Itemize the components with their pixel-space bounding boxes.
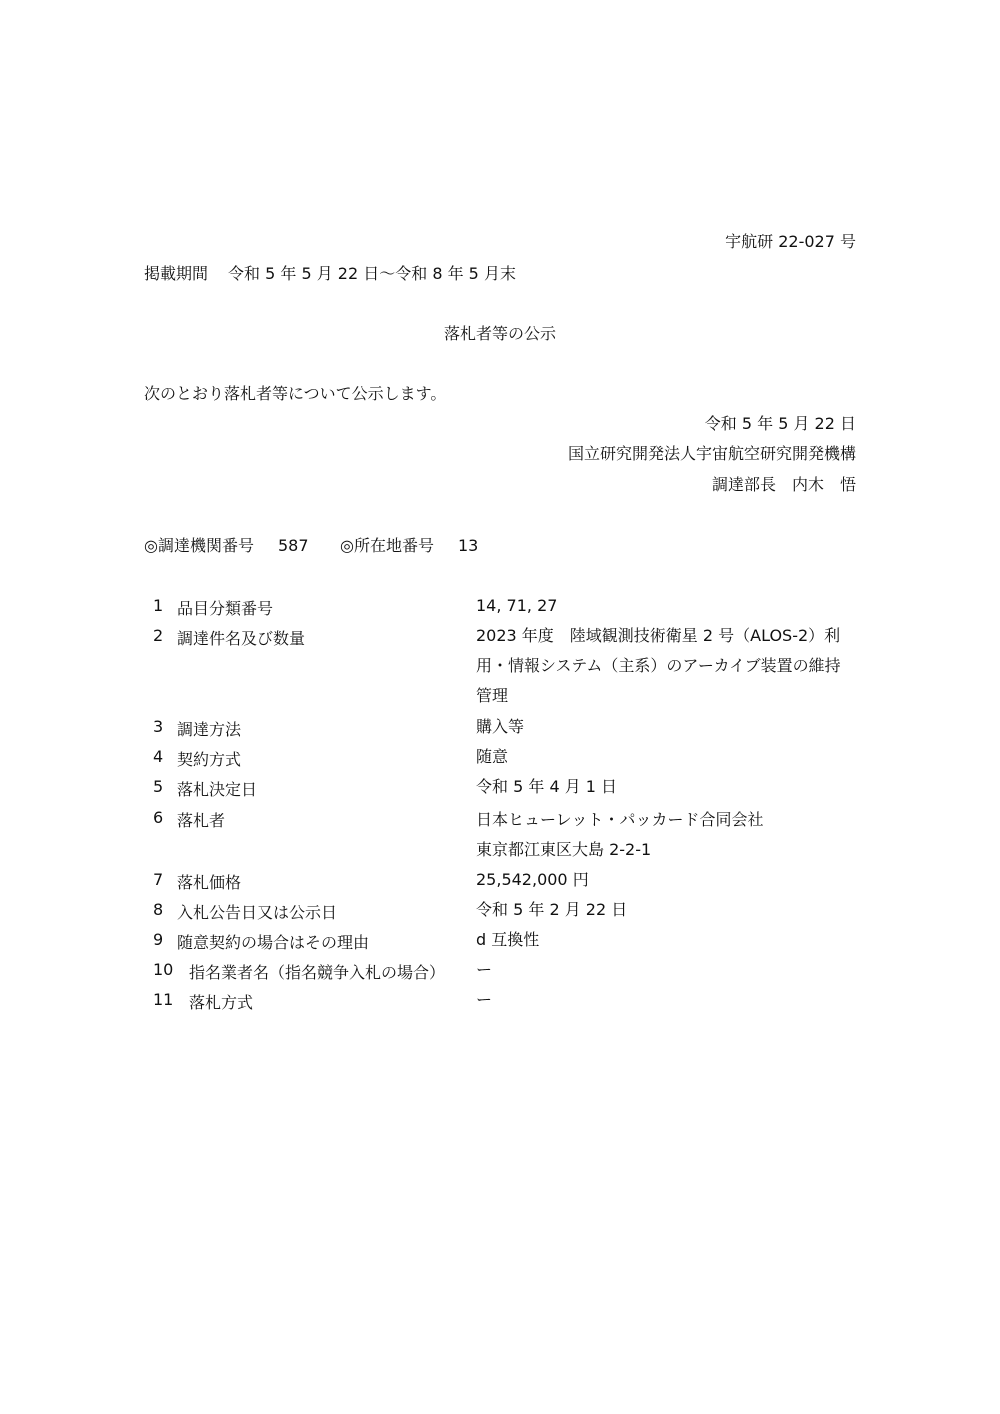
item-label: 調達件名及び数量 bbox=[177, 629, 306, 648]
agency-number-value: 587 bbox=[278, 536, 309, 555]
item-label: 契約方式 bbox=[177, 750, 242, 769]
item-label: 調達方法 bbox=[177, 720, 242, 739]
item-number: 8 bbox=[153, 900, 164, 919]
issuer-organization: 国立研究開発法人宇宙航空研究開発機構 bbox=[567, 444, 856, 463]
location-number-value: 13 bbox=[458, 536, 479, 555]
item-number: 5 bbox=[153, 777, 164, 796]
item-number: 1 bbox=[153, 596, 164, 615]
item-number: 10 bbox=[153, 960, 174, 979]
list-item bbox=[153, 960, 856, 982]
list-item bbox=[153, 990, 856, 1012]
list-item bbox=[153, 777, 856, 799]
item-value: 令和 5 年 4 月 1 日 bbox=[476, 777, 618, 796]
list-item bbox=[153, 930, 856, 952]
item-value: 2023 年度 陸域観測技術衛星 2 号（ALOS-2）利 用・情報システム（主系）のアーカイブ装置の維持 管理 bbox=[476, 626, 841, 705]
intro-text: 次のとおり落札者等について公示します。 bbox=[144, 384, 447, 403]
item-value: d 互換性 bbox=[476, 930, 540, 949]
item-value: 25,542,000 円 bbox=[476, 870, 589, 889]
item-label: 落札方式 bbox=[189, 993, 254, 1012]
item-label: 落札者 bbox=[177, 811, 226, 830]
item-number: 4 bbox=[153, 747, 164, 766]
item-value: ー bbox=[476, 990, 493, 1009]
item-label: 品目分類番号 bbox=[177, 599, 274, 618]
list-item bbox=[153, 626, 856, 705]
item-number: 11 bbox=[153, 990, 174, 1009]
item-value: ー bbox=[476, 960, 493, 979]
list-item bbox=[153, 747, 856, 769]
item-value: 随意 bbox=[476, 747, 509, 766]
posting-period-value: 令和 5 年 5 月 22 日～令和 8 年 5 月末 bbox=[228, 264, 516, 283]
document-number: 宇航研 22-027 号 bbox=[725, 232, 856, 251]
item-value: 令和 5 年 2 月 22 日 bbox=[476, 900, 628, 919]
page-title: 落札者等の公示 bbox=[443, 324, 556, 343]
issue-date: 令和 5 年 5 月 22 日 bbox=[704, 414, 856, 433]
list-item bbox=[153, 717, 856, 739]
item-value: 購入等 bbox=[476, 717, 525, 736]
item-number: 6 bbox=[153, 808, 164, 827]
item-label: 指名業者名（指名競争入札の場合） bbox=[189, 963, 446, 982]
item-label: 落札価格 bbox=[177, 873, 242, 892]
agency-number-label: ◎調達機関番号 bbox=[144, 536, 254, 555]
item-number: 9 bbox=[153, 930, 164, 949]
posting-period-label: 掲載期間 bbox=[144, 264, 209, 283]
item-value: 日本ヒューレット・パッカード合同会社 東京都江東区大島 2-2-1 bbox=[476, 810, 764, 859]
item-label: 入札公告日又は公示日 bbox=[177, 903, 338, 922]
item-value: 14, 71, 27 bbox=[476, 596, 558, 615]
list-item bbox=[153, 900, 856, 922]
item-label: 落札決定日 bbox=[177, 780, 258, 799]
list-item bbox=[153, 870, 856, 892]
issuer-official: 調達部長 内木 悟 bbox=[711, 475, 856, 494]
location-number-label: ◎所在地番号 bbox=[340, 536, 434, 555]
list-item bbox=[153, 596, 856, 618]
item-number: 7 bbox=[153, 870, 164, 889]
list-item bbox=[153, 808, 856, 859]
item-label: 随意契約の場合はその理由 bbox=[177, 933, 370, 952]
item-number: 3 bbox=[153, 717, 164, 736]
item-number: 2 bbox=[153, 626, 164, 645]
